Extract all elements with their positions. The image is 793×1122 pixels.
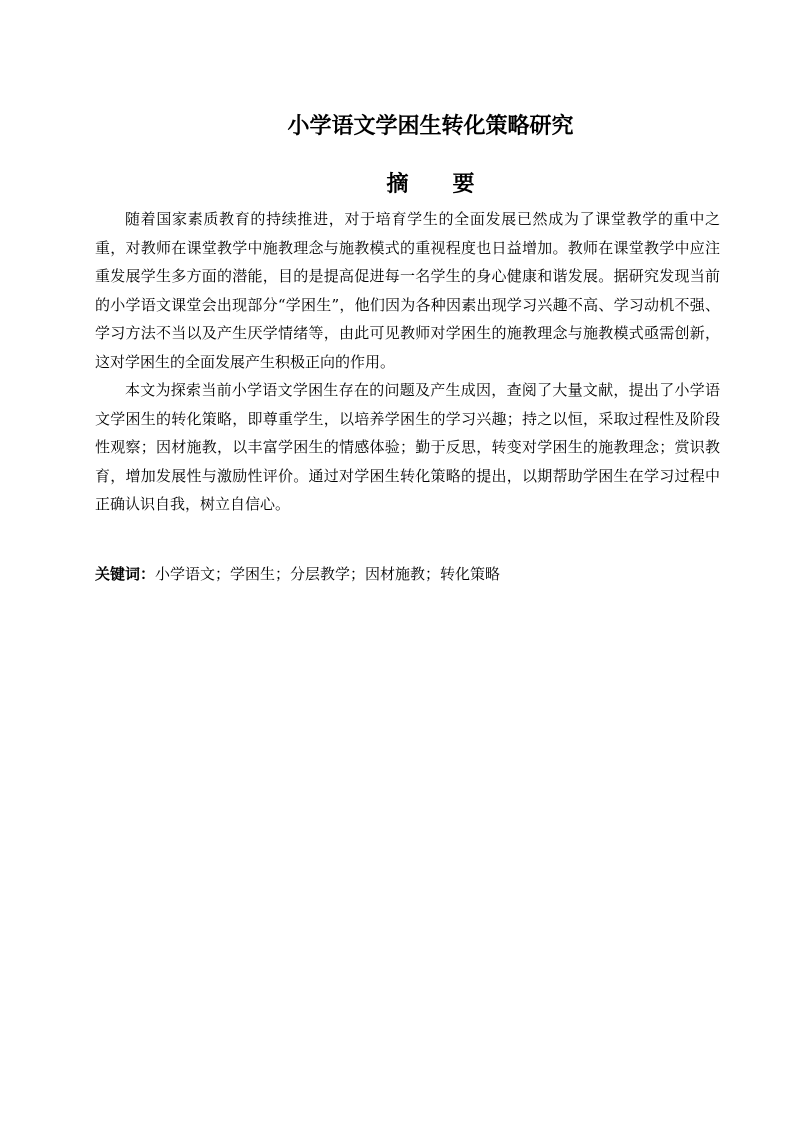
abstract-paragraph-1: 随着国家素质教育的持续推进，对于培育学生的全面发展已然成为了课堂教学的重中之重，对教师在课堂教学中施教理念与施教模式的重视程度也日益增加。教师在课堂教学中应注重发展学生多方面的潜能，目的是提高促进每一名学生的身心健康和谐发展。据研究发现当前的小学语文课堂会出现部分“学困生”，他们因为各种因素出现学习兴趣不高、学习动机不强、学习方法不当以及产生厌学情绪等，由此可见教师对学困生的施教理念与施教模式亟需创新，这对学困生的全面发展产生积极正向的作用。 (95, 210, 720, 371)
abstract-heading: 摘要 (386, 172, 519, 197)
keywords-line (95, 560, 720, 588)
keywords-label: 关键词： (95, 565, 156, 583)
abstract-body (95, 205, 720, 519)
keywords-value: 小学语文；学困生；分层教学；因材施教；转化策略 (155, 565, 501, 583)
paper-title: 小学语文学困生转化策略研究 (287, 114, 574, 139)
abstract-paragraph-2: 本文为探索当前小学语文学困生存在的问题及产生成因，查阅了大量文献，提出了小学语文学困生的转化策略，即尊重学生，以培养学困生的学习兴趣；持之以恒，采取过程性及阶段性观察；因材施教，以丰富学困生的情感体验；勤于反思，转变对学困生的施教理念；赏识教育，增加发展性与激励性评价。通过对学困生转化策略的提出，以期帮助学困生在学习过程中正确认识自我，树立自信心。 (95, 381, 720, 513)
